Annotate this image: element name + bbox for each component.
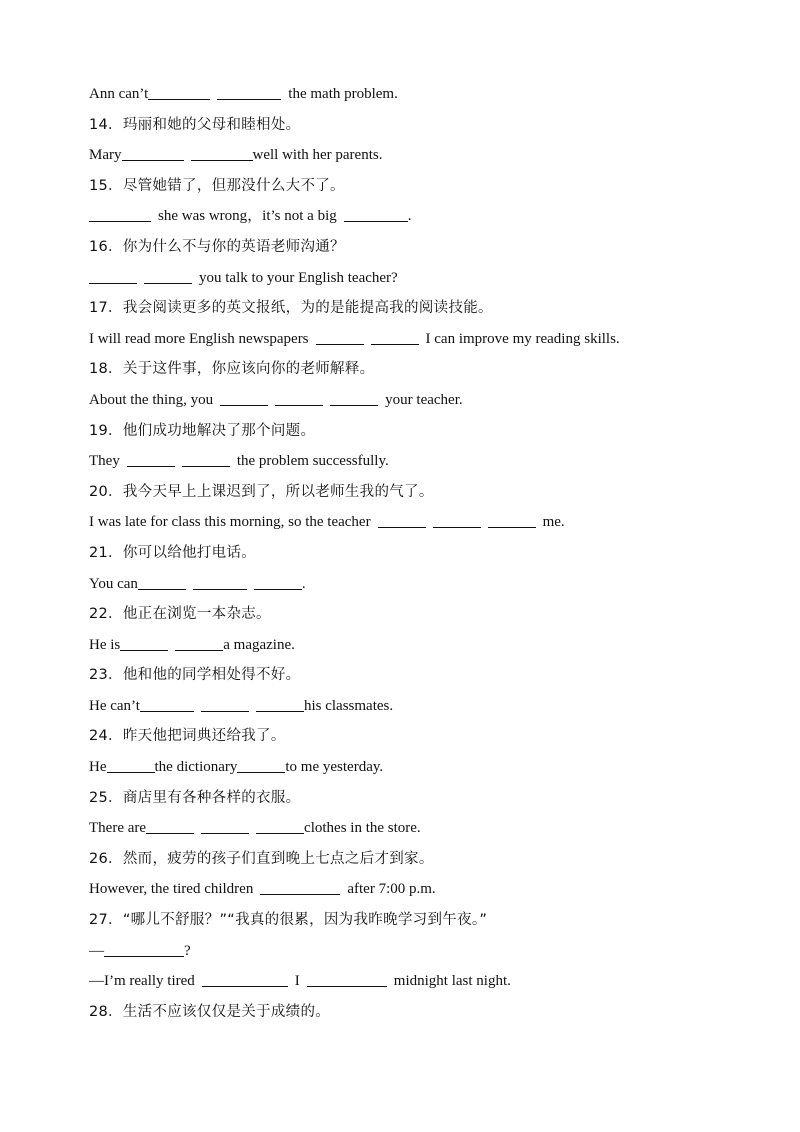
q23-sentence <box>89 691 729 722</box>
answer-blank[interactable] <box>330 391 378 406</box>
answer-blank[interactable] <box>175 636 223 651</box>
q17-sentence <box>89 324 729 355</box>
answer-blank[interactable] <box>344 207 408 222</box>
sentence-text: — <box>89 942 104 959</box>
q15-prompt: 15．尽管她错了，但那没什么大不了。 <box>89 177 345 194</box>
answer-blank[interactable] <box>307 972 387 987</box>
sentence-text: They <box>89 453 120 470</box>
answer-blank[interactable] <box>104 942 184 957</box>
q16-prompt: 16．你为什么不与你的英语老师沟通？ <box>89 238 345 255</box>
q18-sentence <box>89 385 729 416</box>
q22-prompt: 22．他正在浏览一本杂志。 <box>89 606 271 623</box>
q22-sentence <box>89 630 729 661</box>
q28-prompt: 28．生活不应该仅仅是关于成绩的。 <box>89 1003 331 1020</box>
q15-sentence <box>89 201 729 232</box>
sentence-text: He is <box>89 636 121 653</box>
answer-blank[interactable] <box>220 391 268 406</box>
answer-blank[interactable] <box>146 819 194 834</box>
q25-prompt: 25．商店里有各种各样的衣服。 <box>89 789 301 806</box>
answer-blank[interactable] <box>193 575 247 590</box>
sentence-text: You can <box>89 575 138 592</box>
answer-blank[interactable] <box>488 513 536 528</box>
sentence-text: —I’m really tired <box>89 973 195 990</box>
q14-prompt: 14．玛丽和她的父母和睦相处。 <box>89 116 301 133</box>
q25-sentence <box>89 813 729 844</box>
q18-prompt: 18．关于这件事，你应该向你的老师解释。 <box>89 361 375 378</box>
sentence-text: the problem successfully. <box>236 453 389 470</box>
answer-blank[interactable] <box>138 575 186 590</box>
sentence-text: However, the tired children <box>89 881 254 898</box>
q24-prompt: 24．昨天他把词典还给我了。 <box>89 728 286 745</box>
answer-blank[interactable] <box>316 330 364 345</box>
sentence-text: . <box>407 208 412 225</box>
q27-question-line <box>89 936 729 967</box>
sentence-text: a magazine. <box>223 636 295 653</box>
q26-sentence <box>89 874 729 905</box>
q16-sentence <box>89 263 729 294</box>
answer-blank[interactable] <box>275 391 323 406</box>
q20-sentence <box>89 507 729 538</box>
sentence-text: his classmates. <box>303 697 394 714</box>
sentence-text: the math problem. <box>288 86 398 102</box>
sentence-text: after 7:00 p.m. <box>347 881 436 898</box>
sentence-text: He <box>89 759 107 776</box>
answer-blank[interactable] <box>89 207 151 222</box>
answer-blank[interactable] <box>433 513 481 528</box>
sentence-text: me. <box>542 514 565 531</box>
sentence-text: Ann can’t <box>89 86 149 102</box>
sentence-text: I was late for class this morning, so the teacher <box>89 514 371 531</box>
worksheet-page <box>89 79 729 1027</box>
answer-blank[interactable] <box>120 636 168 651</box>
answer-blank[interactable] <box>378 513 426 528</box>
answer-blank[interactable] <box>202 972 288 987</box>
sentence-text: to me yesterday. <box>285 759 384 776</box>
sentence-text: I will read more English newspapers <box>89 330 309 347</box>
q20-prompt: 20．我今天早上上课迟到了，所以老师生我的气了。 <box>89 483 434 500</box>
sentence-text: Mary <box>89 147 122 164</box>
q23-prompt: 23．他和他的同学相处得不好。 <box>89 667 301 684</box>
answer-blank[interactable] <box>127 452 175 467</box>
sentence-text: clothes in the store. <box>304 820 421 837</box>
sentence-text: ? <box>184 942 191 959</box>
q21-prompt: 21．你可以给他打电话。 <box>89 544 257 561</box>
answer-blank[interactable] <box>254 575 302 590</box>
sentence-text: your teacher. <box>385 391 463 408</box>
sentence-text: you talk to your English teacher? <box>199 269 398 286</box>
answer-blank[interactable] <box>217 85 281 100</box>
answer-blank[interactable] <box>201 697 249 712</box>
answer-blank[interactable] <box>182 452 230 467</box>
answer-blank[interactable] <box>191 146 253 161</box>
sentence-text: . <box>301 575 306 592</box>
q19-prompt: 19．他们成功地解决了那个问题。 <box>89 422 316 439</box>
q17-prompt: 17．我会阅读更多的英文报纸，为的是能提高我的阅读技能。 <box>89 300 493 317</box>
answer-blank[interactable] <box>256 697 304 712</box>
answer-blank[interactable] <box>256 819 304 834</box>
q19-sentence <box>89 446 729 477</box>
sentence-text: midnight last night. <box>393 973 511 990</box>
q26-prompt: 26．然而，疲劳的孩子们直到晚上七点之后才到家。 <box>89 850 434 867</box>
sentence-text: I can improve my reading skills. <box>425 330 620 347</box>
answer-blank[interactable] <box>122 146 184 161</box>
sentence-text: I <box>294 973 300 990</box>
sentence-text: she was wrong，it’s not a big <box>158 208 337 225</box>
q27-prompt: 27．“哪儿不舒服？”“我真的很累，因为我昨晚学习到午夜。” <box>89 912 488 929</box>
answer-blank[interactable] <box>107 758 155 773</box>
q21-sentence <box>89 569 729 600</box>
sentence-text: About the thing, you <box>89 391 214 408</box>
q24-sentence <box>89 752 729 783</box>
sentence-text: There are <box>89 820 147 837</box>
q13-sentence <box>89 79 729 110</box>
sentence-text: He can’t <box>89 697 140 714</box>
answer-blank[interactable] <box>260 880 340 895</box>
answer-blank[interactable] <box>201 819 249 834</box>
q27-answer-line <box>89 966 729 997</box>
q14-sentence <box>89 140 729 171</box>
answer-blank[interactable] <box>144 269 192 284</box>
sentence-text: the dictionary <box>154 759 238 776</box>
answer-blank[interactable] <box>237 758 285 773</box>
answer-blank[interactable] <box>148 85 210 100</box>
answer-blank[interactable] <box>89 269 137 284</box>
answer-blank[interactable] <box>371 330 419 345</box>
answer-blank[interactable] <box>140 697 194 712</box>
sentence-text: well with her parents. <box>252 147 383 164</box>
